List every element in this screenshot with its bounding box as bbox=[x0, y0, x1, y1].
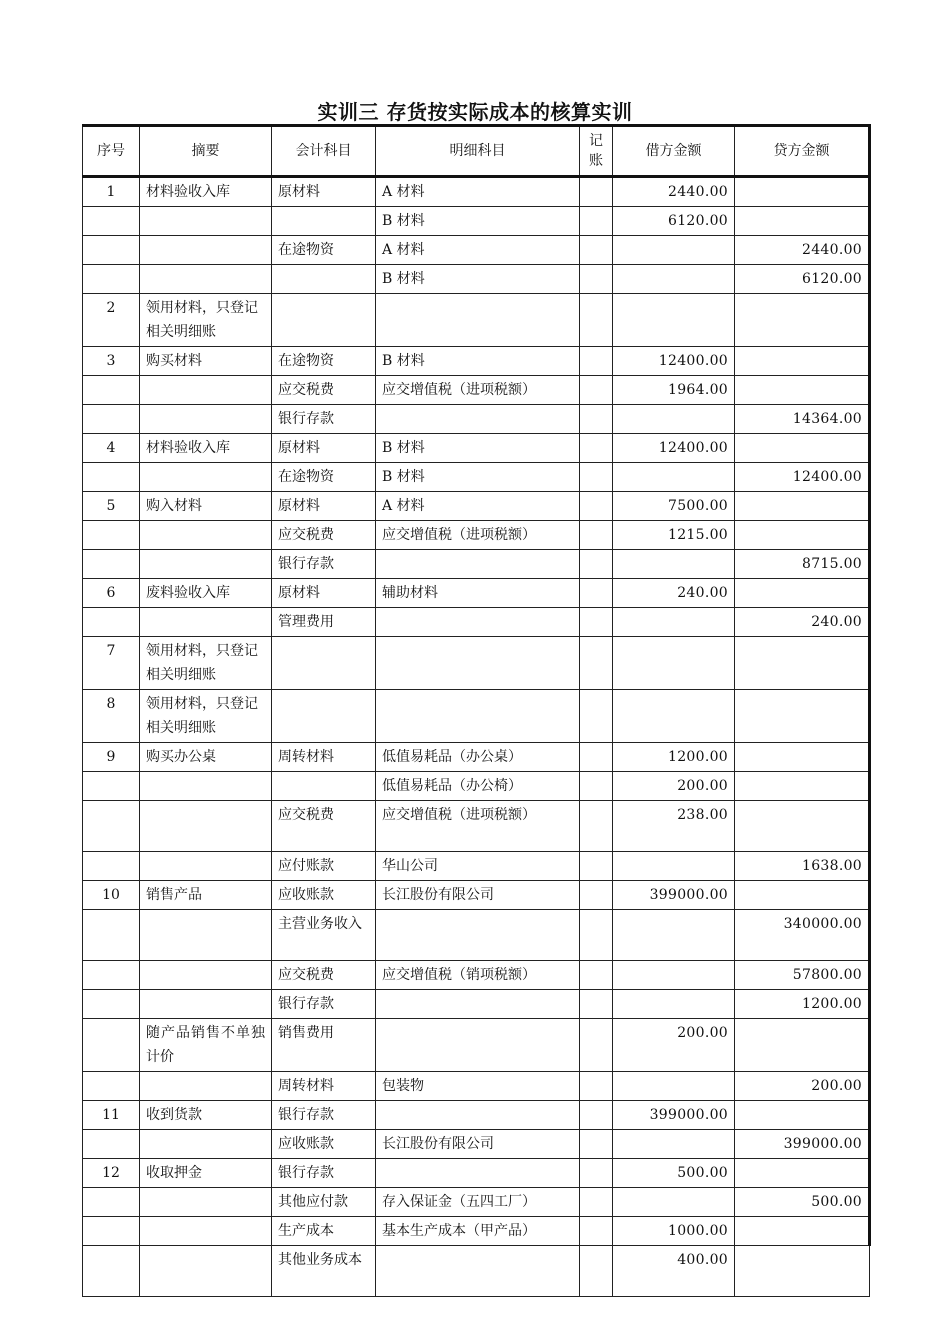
cell-detail bbox=[376, 1159, 580, 1188]
cell-credit: 240.00 bbox=[735, 608, 870, 637]
cell-credit bbox=[735, 1019, 870, 1072]
cell-detail: 存入保证金（五四工厂） bbox=[376, 1188, 580, 1217]
cell-detail: B 材料 bbox=[376, 347, 580, 376]
cell-posted bbox=[580, 376, 613, 405]
cell-seq bbox=[83, 207, 140, 236]
header-summary: 摘要 bbox=[140, 126, 272, 177]
cell-debit: 7500.00 bbox=[613, 492, 735, 521]
cell-account: 管理费用 bbox=[272, 608, 376, 637]
cell-detail: B 材料 bbox=[376, 434, 580, 463]
cell-seq: 2 bbox=[83, 294, 140, 347]
cell-summary: 购入材料 bbox=[140, 492, 272, 521]
cell-seq: 5 bbox=[83, 492, 140, 521]
cell-credit: 500.00 bbox=[735, 1188, 870, 1217]
journal-body bbox=[83, 177, 870, 1297]
cell-seq bbox=[83, 608, 140, 637]
cell-summary: 收到货款 bbox=[140, 1101, 272, 1130]
cell-detail bbox=[376, 1019, 580, 1072]
cell-debit: 399000.00 bbox=[613, 1101, 735, 1130]
cell-debit: 500.00 bbox=[613, 1159, 735, 1188]
table-row bbox=[83, 492, 870, 521]
cell-posted bbox=[580, 265, 613, 294]
cell-summary: 领用材料，只登记相关明细账 bbox=[140, 690, 272, 743]
cell-seq: 10 bbox=[83, 881, 140, 910]
table-row bbox=[83, 1072, 870, 1101]
cell-debit: 6120.00 bbox=[613, 207, 735, 236]
cell-seq bbox=[83, 236, 140, 265]
cell-seq bbox=[83, 405, 140, 434]
cell-credit bbox=[735, 1159, 870, 1188]
cell-posted bbox=[580, 881, 613, 910]
header-row bbox=[83, 126, 870, 177]
cell-detail: B 材料 bbox=[376, 265, 580, 294]
cell-posted bbox=[580, 772, 613, 801]
cell-summary bbox=[140, 376, 272, 405]
cell-account: 应交税费 bbox=[272, 961, 376, 990]
cell-detail: 应交增值税（销项税额） bbox=[376, 961, 580, 990]
cell-posted bbox=[580, 492, 613, 521]
cell-detail: 长江股份有限公司 bbox=[376, 1130, 580, 1159]
table-row bbox=[83, 801, 870, 852]
table-row bbox=[83, 881, 870, 910]
cell-detail: B 材料 bbox=[376, 207, 580, 236]
cell-credit bbox=[735, 294, 870, 347]
cell-summary bbox=[140, 852, 272, 881]
table-row bbox=[83, 236, 870, 265]
table-row bbox=[83, 690, 870, 743]
cell-credit: 340000.00 bbox=[735, 910, 870, 961]
cell-credit: 57800.00 bbox=[735, 961, 870, 990]
cell-seq bbox=[83, 772, 140, 801]
table-row bbox=[83, 990, 870, 1019]
cell-credit bbox=[735, 492, 870, 521]
table-row bbox=[83, 207, 870, 236]
cell-credit bbox=[735, 1246, 870, 1297]
cell-summary bbox=[140, 1072, 272, 1101]
table-row bbox=[83, 961, 870, 990]
cell-summary bbox=[140, 207, 272, 236]
cell-posted bbox=[580, 405, 613, 434]
cell-account: 原材料 bbox=[272, 492, 376, 521]
cell-seq: 9 bbox=[83, 743, 140, 772]
header-credit: 贷方金额 bbox=[735, 126, 870, 177]
cell-summary: 随产品销售不单独计价 bbox=[140, 1019, 272, 1072]
cell-account: 在途物资 bbox=[272, 236, 376, 265]
cell-debit: 1215.00 bbox=[613, 521, 735, 550]
cell-summary bbox=[140, 236, 272, 265]
cell-debit bbox=[613, 1188, 735, 1217]
cell-detail bbox=[376, 910, 580, 961]
header-detail: 明细科目 bbox=[376, 126, 580, 177]
cell-seq bbox=[83, 910, 140, 961]
cell-credit: 8715.00 bbox=[735, 550, 870, 579]
cell-summary bbox=[140, 265, 272, 294]
cell-credit: 399000.00 bbox=[735, 1130, 870, 1159]
cell-detail: 辅助材料 bbox=[376, 579, 580, 608]
cell-summary: 购买材料 bbox=[140, 347, 272, 376]
cell-account: 主营业务收入 bbox=[272, 910, 376, 961]
table-row bbox=[83, 265, 870, 294]
cell-detail: 包装物 bbox=[376, 1072, 580, 1101]
cell-seq bbox=[83, 1246, 140, 1297]
table-row bbox=[83, 1188, 870, 1217]
cell-account: 应交税费 bbox=[272, 376, 376, 405]
cell-posted bbox=[580, 690, 613, 743]
cell-seq bbox=[83, 463, 140, 492]
cell-account: 应付账款 bbox=[272, 852, 376, 881]
table-row bbox=[83, 852, 870, 881]
cell-posted bbox=[580, 236, 613, 265]
cell-summary: 购买办公桌 bbox=[140, 743, 272, 772]
cell-credit bbox=[735, 207, 870, 236]
table-row bbox=[83, 772, 870, 801]
cell-posted bbox=[580, 961, 613, 990]
table-row bbox=[83, 910, 870, 961]
cell-debit bbox=[613, 961, 735, 990]
cell-seq: 8 bbox=[83, 690, 140, 743]
cell-posted bbox=[580, 743, 613, 772]
cell-credit: 12400.00 bbox=[735, 463, 870, 492]
table-row bbox=[83, 434, 870, 463]
table-row bbox=[83, 405, 870, 434]
cell-seq bbox=[83, 521, 140, 550]
cell-debit bbox=[613, 405, 735, 434]
cell-debit bbox=[613, 1130, 735, 1159]
cell-credit bbox=[735, 1101, 870, 1130]
cell-account: 应交税费 bbox=[272, 521, 376, 550]
cell-summary: 领用材料，只登记相关明细账 bbox=[140, 294, 272, 347]
header-account: 会计科目 bbox=[272, 126, 376, 177]
cell-seq bbox=[83, 801, 140, 852]
cell-credit: 6120.00 bbox=[735, 265, 870, 294]
cell-summary bbox=[140, 608, 272, 637]
cell-posted bbox=[580, 294, 613, 347]
cell-account bbox=[272, 637, 376, 690]
cell-posted bbox=[580, 637, 613, 690]
cell-account: 其他应付款 bbox=[272, 1188, 376, 1217]
cell-credit bbox=[735, 690, 870, 743]
cell-posted bbox=[580, 207, 613, 236]
cell-debit: 200.00 bbox=[613, 772, 735, 801]
cell-seq bbox=[83, 1072, 140, 1101]
header-posted: 记账 bbox=[580, 126, 613, 177]
cell-debit: 400.00 bbox=[613, 1246, 735, 1297]
cell-credit bbox=[735, 434, 870, 463]
cell-summary: 材料验收入库 bbox=[140, 177, 272, 207]
cell-summary bbox=[140, 405, 272, 434]
cell-debit: 1964.00 bbox=[613, 376, 735, 405]
cell-debit: 399000.00 bbox=[613, 881, 735, 910]
table-row bbox=[83, 521, 870, 550]
cell-detail: 应交增值税（进项税额） bbox=[376, 376, 580, 405]
table-row bbox=[83, 1246, 870, 1297]
cell-debit: 12400.00 bbox=[613, 434, 735, 463]
cell-debit bbox=[613, 910, 735, 961]
cell-credit bbox=[735, 347, 870, 376]
cell-account: 银行存款 bbox=[272, 1159, 376, 1188]
cell-summary bbox=[140, 990, 272, 1019]
cell-account: 原材料 bbox=[272, 177, 376, 207]
cell-debit bbox=[613, 990, 735, 1019]
cell-debit: 2440.00 bbox=[613, 177, 735, 207]
cell-credit bbox=[735, 881, 870, 910]
table-row bbox=[83, 550, 870, 579]
cell-seq: 3 bbox=[83, 347, 140, 376]
cell-posted bbox=[580, 550, 613, 579]
cell-posted bbox=[580, 608, 613, 637]
cell-seq bbox=[83, 852, 140, 881]
cell-posted bbox=[580, 801, 613, 852]
cell-seq bbox=[83, 265, 140, 294]
cell-posted bbox=[580, 1246, 613, 1297]
cell-detail bbox=[376, 637, 580, 690]
cell-summary bbox=[140, 521, 272, 550]
cell-account: 原材料 bbox=[272, 579, 376, 608]
cell-summary: 收取押金 bbox=[140, 1159, 272, 1188]
table-row bbox=[83, 1101, 870, 1130]
cell-summary bbox=[140, 463, 272, 492]
cell-debit bbox=[613, 550, 735, 579]
cell-posted bbox=[580, 1217, 613, 1246]
cell-seq: 11 bbox=[83, 1101, 140, 1130]
cell-detail: 长江股份有限公司 bbox=[376, 881, 580, 910]
cell-detail: B 材料 bbox=[376, 463, 580, 492]
table-row bbox=[83, 177, 870, 207]
table-row bbox=[83, 347, 870, 376]
cell-detail: A 材料 bbox=[376, 177, 580, 207]
cell-posted bbox=[580, 852, 613, 881]
cell-detail: 应交增值税（进项税额） bbox=[376, 801, 580, 852]
cell-summary bbox=[140, 550, 272, 579]
cell-posted bbox=[580, 1159, 613, 1188]
cell-detail: 应交增值税（进项税额） bbox=[376, 521, 580, 550]
cell-detail bbox=[376, 990, 580, 1019]
cell-account: 周转材料 bbox=[272, 743, 376, 772]
cell-summary bbox=[140, 1246, 272, 1297]
cell-seq bbox=[83, 1217, 140, 1246]
header-debit: 借方金额 bbox=[613, 126, 735, 177]
table-row bbox=[83, 1217, 870, 1246]
cell-account bbox=[272, 207, 376, 236]
table-row bbox=[83, 1159, 870, 1188]
cell-seq bbox=[83, 990, 140, 1019]
table-row bbox=[83, 376, 870, 405]
cell-debit bbox=[613, 236, 735, 265]
cell-credit: 14364.00 bbox=[735, 405, 870, 434]
cell-debit bbox=[613, 265, 735, 294]
cell-debit bbox=[613, 690, 735, 743]
cell-account: 周转材料 bbox=[272, 1072, 376, 1101]
cell-seq bbox=[83, 961, 140, 990]
cell-detail: 低值易耗品（办公椅） bbox=[376, 772, 580, 801]
cell-posted bbox=[580, 521, 613, 550]
cell-account: 应收账款 bbox=[272, 881, 376, 910]
cell-debit bbox=[613, 637, 735, 690]
cell-detail bbox=[376, 690, 580, 743]
cell-debit: 1000.00 bbox=[613, 1217, 735, 1246]
cell-summary: 领用材料，只登记相关明细账 bbox=[140, 637, 272, 690]
cell-credit: 1638.00 bbox=[735, 852, 870, 881]
cell-posted bbox=[580, 1130, 613, 1159]
cell-detail bbox=[376, 550, 580, 579]
cell-detail bbox=[376, 1246, 580, 1297]
cell-summary bbox=[140, 1188, 272, 1217]
cell-seq: 1 bbox=[83, 177, 140, 207]
cell-account: 银行存款 bbox=[272, 550, 376, 579]
cell-account: 原材料 bbox=[272, 434, 376, 463]
cell-debit: 240.00 bbox=[613, 579, 735, 608]
cell-detail bbox=[376, 608, 580, 637]
table-row bbox=[83, 1019, 870, 1072]
cell-posted bbox=[580, 1019, 613, 1072]
cell-credit bbox=[735, 177, 870, 207]
cell-detail: A 材料 bbox=[376, 492, 580, 521]
cell-posted bbox=[580, 910, 613, 961]
cell-debit: 12400.00 bbox=[613, 347, 735, 376]
cell-summary: 废料验收入库 bbox=[140, 579, 272, 608]
cell-posted bbox=[580, 347, 613, 376]
cell-account: 销售费用 bbox=[272, 1019, 376, 1072]
cell-debit bbox=[613, 463, 735, 492]
cell-debit bbox=[613, 294, 735, 347]
cell-summary: 材料验收入库 bbox=[140, 434, 272, 463]
cell-credit bbox=[735, 521, 870, 550]
cell-summary bbox=[140, 910, 272, 961]
cell-credit bbox=[735, 376, 870, 405]
cell-debit bbox=[613, 1072, 735, 1101]
cell-posted bbox=[580, 463, 613, 492]
cell-debit: 238.00 bbox=[613, 801, 735, 852]
cell-account: 银行存款 bbox=[272, 1101, 376, 1130]
cell-credit bbox=[735, 772, 870, 801]
cell-seq: 4 bbox=[83, 434, 140, 463]
cell-account bbox=[272, 772, 376, 801]
cell-seq bbox=[83, 550, 140, 579]
cell-detail bbox=[376, 405, 580, 434]
cell-seq bbox=[83, 1188, 140, 1217]
cell-account: 其他业务成本 bbox=[272, 1246, 376, 1297]
cell-account bbox=[272, 690, 376, 743]
cell-account bbox=[272, 294, 376, 347]
cell-posted bbox=[580, 434, 613, 463]
cell-posted bbox=[580, 1101, 613, 1130]
cell-account bbox=[272, 265, 376, 294]
cell-debit: 200.00 bbox=[613, 1019, 735, 1072]
cell-account: 生产成本 bbox=[272, 1217, 376, 1246]
cell-account: 在途物资 bbox=[272, 347, 376, 376]
cell-summary bbox=[140, 772, 272, 801]
cell-credit: 1200.00 bbox=[735, 990, 870, 1019]
journal-table bbox=[82, 124, 871, 1297]
table-row bbox=[83, 608, 870, 637]
cell-seq: 7 bbox=[83, 637, 140, 690]
cell-seq: 12 bbox=[83, 1159, 140, 1188]
cell-debit bbox=[613, 608, 735, 637]
cell-detail: 低值易耗品（办公桌） bbox=[376, 743, 580, 772]
table-row bbox=[83, 743, 870, 772]
table-row bbox=[83, 637, 870, 690]
table-row bbox=[83, 463, 870, 492]
cell-posted bbox=[580, 990, 613, 1019]
cell-debit bbox=[613, 852, 735, 881]
cell-account: 应收账款 bbox=[272, 1130, 376, 1159]
cell-seq bbox=[83, 376, 140, 405]
cell-credit bbox=[735, 743, 870, 772]
cell-detail: A 材料 bbox=[376, 236, 580, 265]
table-row bbox=[83, 294, 870, 347]
cell-account: 银行存款 bbox=[272, 990, 376, 1019]
cell-summary bbox=[140, 1130, 272, 1159]
table-row bbox=[83, 1130, 870, 1159]
cell-summary bbox=[140, 961, 272, 990]
cell-detail: 华山公司 bbox=[376, 852, 580, 881]
table-row bbox=[83, 579, 870, 608]
cell-posted bbox=[580, 579, 613, 608]
cell-account: 在途物资 bbox=[272, 463, 376, 492]
cell-credit: 200.00 bbox=[735, 1072, 870, 1101]
cell-debit: 1200.00 bbox=[613, 743, 735, 772]
cell-summary: 销售产品 bbox=[140, 881, 272, 910]
cell-seq bbox=[83, 1019, 140, 1072]
header-seq: 序号 bbox=[83, 126, 140, 177]
cell-detail bbox=[376, 294, 580, 347]
cell-credit bbox=[735, 579, 870, 608]
cell-account: 银行存款 bbox=[272, 405, 376, 434]
cell-seq: 6 bbox=[83, 579, 140, 608]
cell-seq bbox=[83, 1130, 140, 1159]
cell-detail: 基本生产成本（甲产品） bbox=[376, 1217, 580, 1246]
cell-account: 应交税费 bbox=[272, 801, 376, 852]
cell-posted bbox=[580, 1188, 613, 1217]
cell-summary bbox=[140, 1217, 272, 1246]
page-title: 实训三 存货按实际成本的核算实训 bbox=[317, 100, 633, 124]
cell-posted bbox=[580, 177, 613, 207]
cell-detail bbox=[376, 1101, 580, 1130]
cell-credit bbox=[735, 637, 870, 690]
cell-credit bbox=[735, 801, 870, 852]
cell-posted bbox=[580, 1072, 613, 1101]
cell-summary bbox=[140, 801, 272, 852]
cell-credit: 2440.00 bbox=[735, 236, 870, 265]
cell-credit bbox=[735, 1217, 870, 1246]
